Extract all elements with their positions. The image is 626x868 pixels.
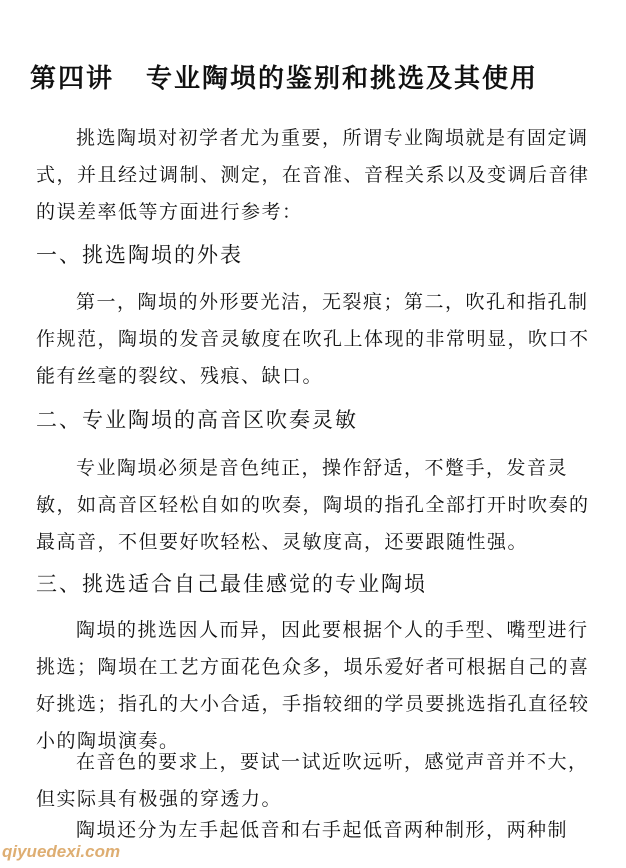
section-1-paragraph: 第一，陶埙的外形要光洁，无裂痕；第二，吹孔和指孔制作规范，陶埙的发音灵敏度在吹孔上体现的非常明显，吹口不能有丝毫的裂纹、残痕、缺口。 <box>36 291 590 387</box>
section-2-paragraph: 专业陶埙必须是音色纯正，操作舒适，不蹩手，发音灵敏，如高音区轻松自如的吹奏，陶埙的指孔全部打开时吹奏的最高音，不但要好吹轻松、灵敏度高，还要跟随性强。 <box>36 457 590 553</box>
section-heading-1: 一、挑选陶埙的外表 <box>36 243 243 267</box>
cut-off-line <box>36 850 606 868</box>
section-3-paragraph-3: 陶埙还分为左手起低音和右手起低音两种制形，两种制 <box>76 819 569 841</box>
intro-paragraph: 挑选陶埙对初学者尤为重要，所谓专业陶埙就是有固定调式，并且经过调制、测定，在音准、音程关系以及变调后音律的误差率低等方面进行参考： <box>36 127 590 223</box>
site-watermark: qiyuedexi.com <box>2 842 121 861</box>
section-3-paragraph-1: 陶埙的挑选因人而异，因此要根据个人的手型、嘴型进行挑选；陶埙在工艺方面花色众多，埙乐爱好者可根据自己的喜好挑选；指孔的大小合适，手指较细的学员要挑选指孔直径较小的陶埙演奏。 <box>36 619 590 752</box>
section-3-paragraph-2: 在音色的要求上，要试一试近吹远听，感觉声音并不大，但实际具有极强的穿透力。 <box>36 751 589 810</box>
lecture-title: 专业陶埙的鉴别和挑选及其使用 <box>146 64 539 94</box>
page-title <box>30 58 620 95</box>
section-heading-3: 三、挑选适合自己最佳感觉的专业陶埙 <box>36 572 427 596</box>
lecture-number: 第四讲 <box>30 64 115 94</box>
section-heading-2: 二、专业陶埙的高音区吹奏灵敏 <box>36 408 358 432</box>
